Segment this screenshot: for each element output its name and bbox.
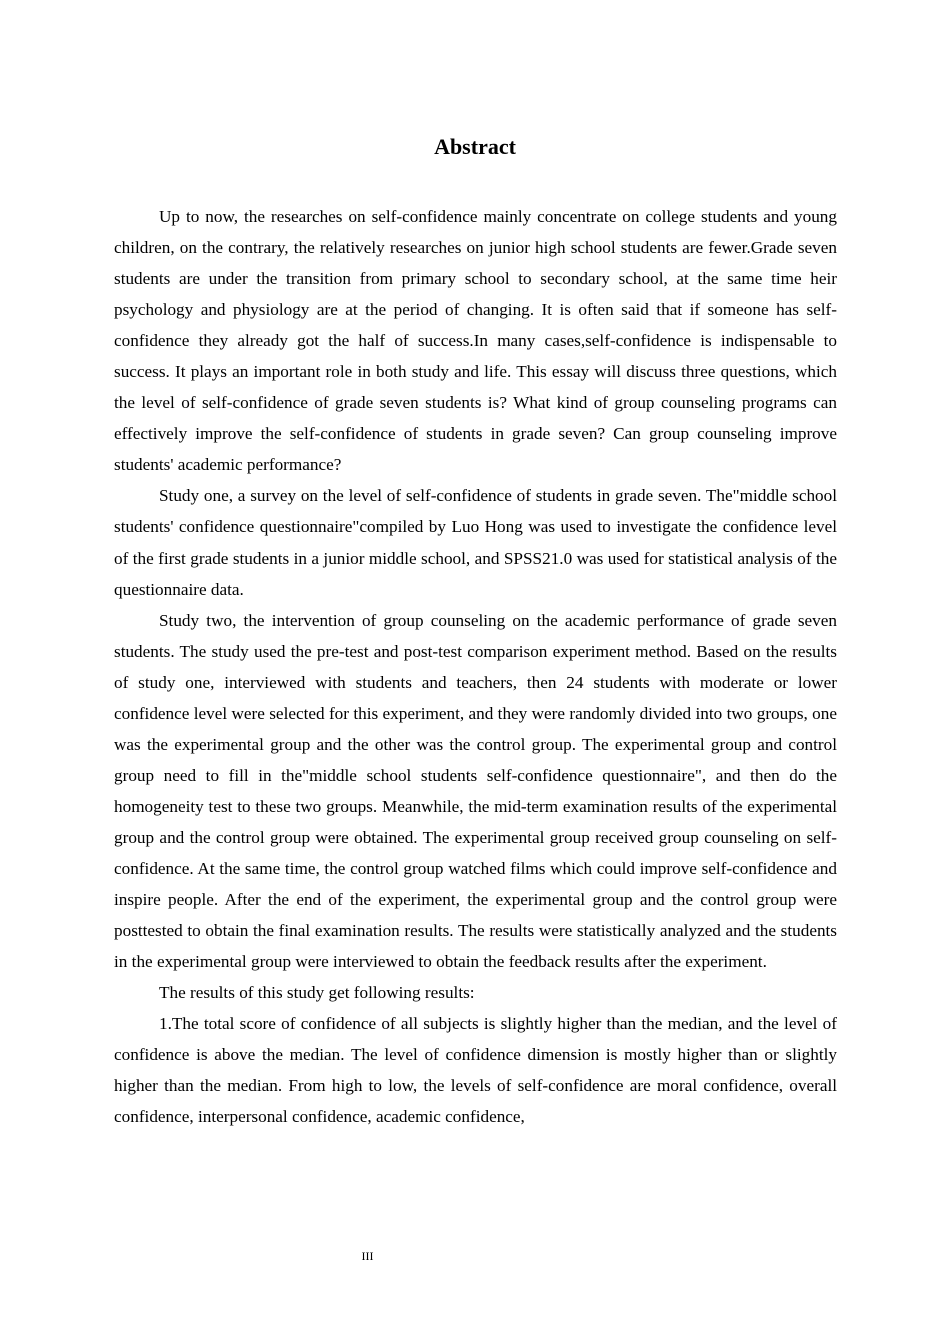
paragraph-study-two: Study two, the intervention of group counseling on the academic performance of grade seven students. The study used the pre-test and post-test comparison experiment method. Based on the results of study one, interviewed with students and teachers, then 24 students with moderate or lower confidence level were selected for this experiment, and they were randomly divided into two groups, one was the experimental group and the other was the control group. The experimental group and control group need to fill in the"middle school students self-confidence questionnaire", and then do the homogeneity test to these two groups. Meanwhile, the mid-term examination results of the experimental group and the control group were obtained. The experimental group received group counseling on self-confidence. At the same time, the control group watched films which could improve self-confidence and inspire people. After the end of the experiment, the experimental group and the control group were posttested to obtain the final examination results. The results were statistically analyzed and the students in the experimental group were interviewed to obtain the feedback results after the experiment. [114,610,837,972]
abstract-body [114,201,837,1132]
paragraph-intro: Up to now, the researches on self-confidence mainly concentrate on college students and young children, on the contrary, the relatively researches on junior high school students are fewer.Grade seven students are under the transition from primary school to secondary school, at the same time heir psychology and physiology are at the period of changing. It is often said that if someone has self-confidence they already got the half of success.In many cases,self-confidence is indispensable to success. It plays an important role in both study and life. This essay will discuss three questions, which the level of self-confidence of grade seven students is? What kind of group counseling programs can effectively improve the self-confidence of students in grade seven? Can group counseling improve students' academic performance? [114,207,837,475]
page-number: III [361,1249,374,1263]
paragraph-results-intro: The results of this study get following results: [159,983,475,1003]
paragraph-result-one: 1.The total score of confidence of all subjects is slightly higher than the median, and the level of confidence is above the median. The level of confidence dimension is mostly higher than or slightly higher than the median. From high to low, the levels of self-confidence are moral confidence, overall confidence, interpersonal confidence, academic confidence, [114,1014,837,1127]
abstract-title: Abstract [434,134,516,159]
paragraph-study-one: Study one, a survey on the level of self-confidence of students in grade seven. The"middle school students' confidence questionnaire"compiled by Luo Hong was used to investigate the confidence level of the first grade students in a junior middle school, and SPSS21.0 was used for statistical analysis of the questionnaire data. [114,486,837,599]
